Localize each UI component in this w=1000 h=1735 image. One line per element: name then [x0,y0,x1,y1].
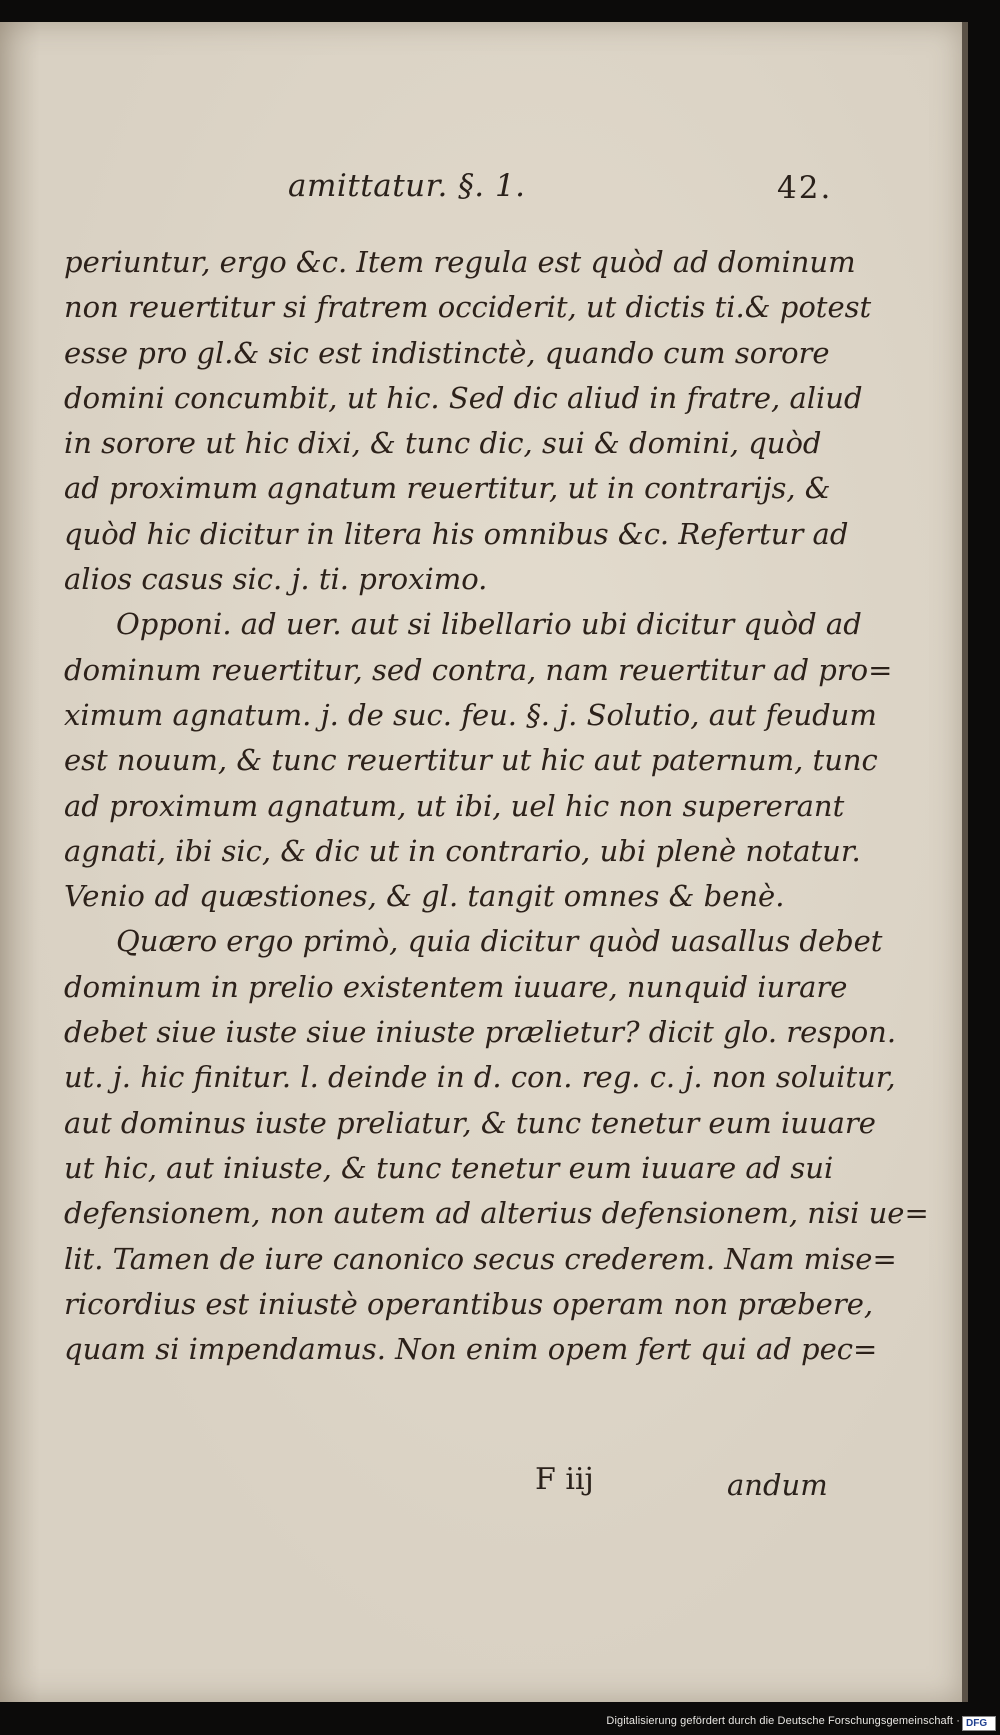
dfg-logo-icon [962,1716,996,1731]
text-line: alios casus sic. j. ti. proximo. [64,562,488,597]
running-head: amittatur. §. 1. [288,168,526,204]
text-line-indented: Opponi. ad uer. aut si libellario ubi dicitur quòd ad [116,607,862,642]
text-line: dominum in prelio existentem iuuare, nunquid iurare [64,969,848,1004]
body-text [64,240,929,1372]
text-line: ad proximum agnatum, ut ibi, uel hic non supererant [64,788,845,823]
text-line: in sorore ut hic dixi, & tunc dic, sui & domini, quòd [64,426,822,461]
folio-number: 42. [777,170,833,206]
text-line: ut. j. hic finitur. l. deinde in d. con. reg. c. j. non soluitur, [64,1060,896,1095]
text-line: agnati, ibi sic, & dic ut in contrario, ubi plenè notatur. [64,833,861,868]
text-line: domini concumbit, ut hic. Sed dic aliud in fratre, aliud [64,380,863,415]
page-header [0,168,962,218]
text-line: quòd hic dicitur in litera his omnibus &c. Refertur ad [64,516,849,551]
text-line: Venio ad quæstiones, & gl. tangit omnes & benè. [64,879,785,914]
digitization-credit-bar [0,1712,1000,1735]
text-line: debet siue iuste siue iniuste prælietur? dicit glo. respon. [64,1015,897,1050]
text-line: dominum reuertitur, sed contra, nam reuertitur ad pro= [64,652,893,687]
text-line: periuntur, ergo &c. Item regula est quòd ad dominum [64,245,856,279]
text-line-indented: Quæro ergo primò, quia dicitur quòd uasallus debet [116,924,883,959]
page-footer [0,1462,962,1510]
text-line: defensionem, non autem ad alterius defensionem, nisi ue= [64,1196,929,1231]
page-edge-shadow [962,22,968,1702]
text-line: est nouum, & tunc reuertitur ut hic aut paternum, tunc [64,743,878,778]
text-line: ximum agnatum. j. de suc. feu. §. j. Solutio, aut feudum [64,697,877,732]
text-line: ad proximum agnatum reuertitur, ut in contrarijs, & [64,471,831,506]
credit-text: Digitalisierung gefördert durch die Deutsche Forschungsgemeinschaft · [606,1715,960,1727]
catchword: andum [727,1468,828,1502]
text-line: esse pro gl.& sic est indistinctè, quando cum sorore [64,335,830,370]
text-line: aut dominus iuste preliatur, & tunc tenetur eum iuuare [64,1105,876,1140]
dfg-logo-text: DFG [966,1718,988,1729]
text-line: quam si impendamus. Non enim opem fert qui ad pec= [64,1332,878,1367]
text-line: ricordius est iniustè operantibus operam non præbere, [64,1286,874,1321]
text-line: lit. Tamen de iure canonico secus crederem. Nam mise= [64,1241,897,1276]
text-line: non reuertitur si fratrem occiderit, ut dictis ti.& potest [64,290,872,325]
signature-mark: F iij [535,1462,594,1497]
text-line: ut hic, aut iniuste, & tunc tenetur eum iuuare ad sui [64,1150,834,1185]
